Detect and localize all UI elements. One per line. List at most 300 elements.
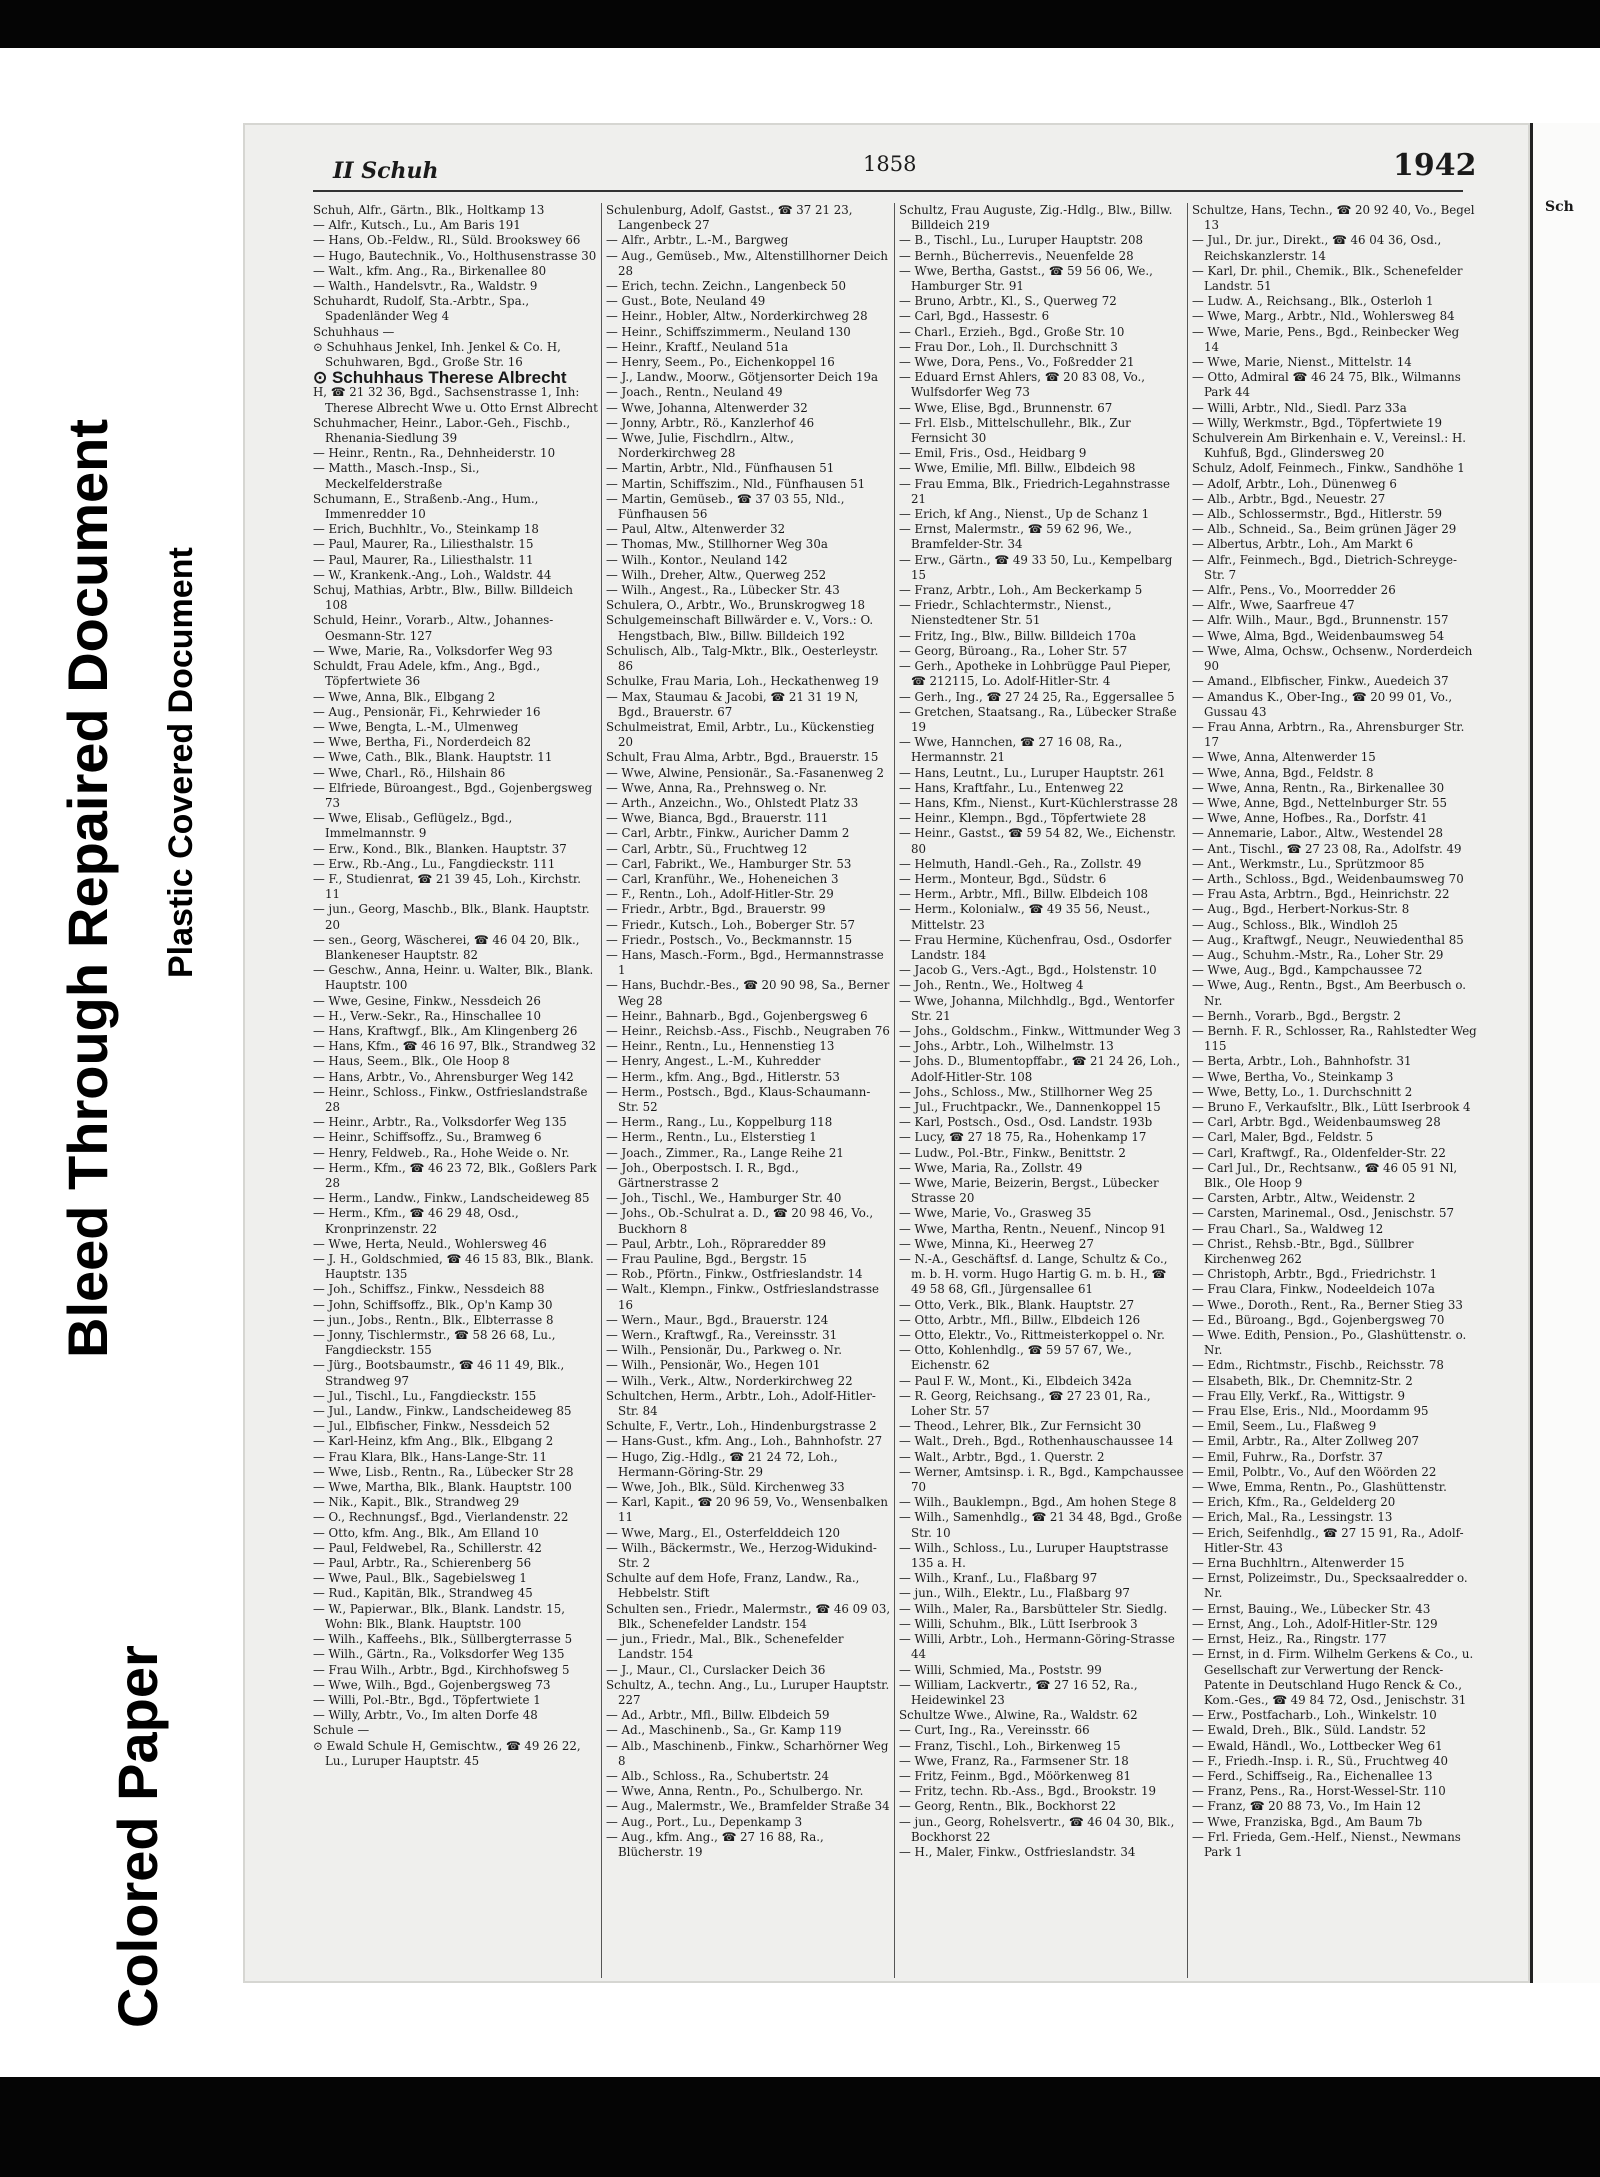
directory-entry: — Carl, Maler, Bgd., Feldstr. 5: [1192, 1130, 1374, 1145]
directory-entry: — Martin, Schiffszim., Nld., Fünfhausen 51: [606, 476, 866, 491]
directory-entry: — Erich, Kfm., Ra., Geldelderg 20: [1192, 1495, 1396, 1510]
directory-entry: — Wwe, Anna, Altenwerder 15: [1192, 750, 1376, 765]
directory-entry: — Aug., Bgd., Herbert-Norkus-Str. 8: [1192, 902, 1410, 917]
directory-entry: — Hans, Leutnt., Lu., Luruper Hauptstr. 261: [899, 765, 1166, 780]
directory-entry: — Wwe., Doroth., Rent., Ra., Berner Stieg 33: [1192, 1297, 1463, 1312]
directory-entry: — Ed., Büroang., Bgd., Gojenbergsweg 70: [1192, 1312, 1445, 1327]
directory-entry: — Franz, Pens., Ra., Horst-Wessel-Str. 110: [1192, 1784, 1446, 1799]
directory-entry: — Wilh., Verk., Altw., Norderkirchweg 22: [606, 1373, 853, 1388]
directory-entry: — Herm., Arbtr., Mfl., Billw. Elbdeich 108: [899, 887, 1149, 902]
directory-entry: Schumann, E., Straßenb.-Ang., Hum., Immenredder 10: [313, 491, 539, 522]
directory-entry: — Erw., Gärtn., ☎ 49 33 50, Lu., Kempelbarg 15: [899, 552, 1173, 582]
directory-entry: — Alfr., Pens., Vo., Moorredder 26: [1192, 583, 1396, 598]
directory-entry: — Wwe, Marg., El., Osterfelddeich 120: [606, 1525, 840, 1540]
column-divider: [1187, 203, 1188, 1978]
directory-entry: — Frl. Frieda, Gem.-Helf., Nienst., Newmans Park 1: [1192, 1829, 1461, 1859]
directory-entry: — N.-A., Geschäftsf. d. Lange, Schultz & Co., m. b. H. vorm. Hugo Hartig G. m. b. H., ☎ 49 58 68, Gfl., Jürgensallee 61: [899, 1252, 1168, 1297]
directory-entry: — Fritz, Feinm., Bgd., Möörkenweg 81: [899, 1768, 1131, 1783]
directory-entry: — Werner, Amtsinsp. i. R., Bgd., Kampchaussee 70: [899, 1464, 1184, 1495]
header-page-number: 1858: [863, 152, 917, 176]
directory-entry: — Frau Elly, Verkf., Ra., Wittigstr. 9: [1192, 1388, 1405, 1403]
directory-entry: — Aug., Pensionär, Fi., Kehrwieder 16: [313, 704, 541, 719]
directory-entry: — Carl, Bgd., Hassestr. 6: [899, 309, 1050, 324]
directory-entry: — Wwe, Maria, Ra., Zollstr. 49: [899, 1160, 1083, 1175]
directory-entry: — Johs. D., Blumentopffabr., ☎ 21 24 26, Loh., Adolf-Hitler-Str. 108: [899, 1054, 1181, 1084]
directory-entry: Schulmeistrat, Emil, Arbtr., Lu., Kückenstieg 20: [606, 719, 875, 750]
directory-entry: Schulte, F., Vertr., Loh., Hindenburgstrasse 2: [606, 1419, 877, 1434]
directory-entry: — J., Maur., Cl., Curslacker Deich 36: [606, 1662, 826, 1677]
directory-entry: — Alfr., Feinmech., Bgd., Dietrich-Schreyge-Str. 7: [1192, 552, 1457, 582]
directory-entry: — Wwe, Lisb., Rentn., Ra., Lübecker Str 28: [313, 1464, 574, 1479]
bleed-through-label: Bleed Through: [56, 962, 119, 1358]
directory-entry: — Ant., Werkmstr., Lu., Sprützmoor 85: [1192, 856, 1425, 871]
directory-entry: — Wwe, Anne, Bgd., Nettelnburger Str. 55: [1192, 795, 1447, 810]
directory-entry: — Wwe, Marie, Nienst., Mittelstr. 14: [1192, 355, 1412, 370]
directory-entry: Schultz, Frau Auguste, Zig.-Hdlg., Blw., Billw. Billdeich 219: [899, 203, 1173, 233]
directory-entry: — Gretchen, Staatsang., Ra., Lübecker Straße 19: [899, 704, 1177, 734]
directory-entry: — Alfr. Wilh., Maur., Bgd., Brunnenstr. 157: [1192, 613, 1449, 628]
directory-entry: Schulten sen., Friedr., Malermstr., ☎ 46 09 03, Blk., Schenefelder Landstr. 154: [606, 1601, 891, 1631]
directory-entry: — Heinr., Hobler, Altw., Norderkirchweg 28: [606, 309, 868, 324]
directory-entry: — Joach., Rentn., Neuland 49: [606, 385, 783, 400]
directory-entry: Schuldt, Frau Adele, kfm., Ang., Bgd., Töpfertwiete 36: [313, 659, 541, 689]
directory-entry: — Amand., Elbfischer, Finkw., Auedeich 37: [1192, 674, 1449, 689]
directory-entry: — Walt., kfm. Ang., Ra., Birkenallee 80: [313, 263, 547, 278]
directory-entry: — Wwe, Alwine, Pensionär., Sa.-Fasanenweg 2: [606, 765, 885, 780]
directory-entry: — Wwe, Dora, Pens., Vo., Foßredder 21: [899, 355, 1135, 370]
directory-column-3: [899, 203, 1184, 1978]
directory-entry: — Jürg., Bootsbaumstr., ☎ 46 11 49, Blk., Strandweg 97: [313, 1358, 565, 1388]
next-page-edge: [1530, 123, 1600, 1983]
directory-entry: — Gerh., Apotheke in Lohbrügge Paul Pieper, ☎ 212115, Lo. Adolf-Hitler-Str. 4: [899, 659, 1171, 689]
directory-entry: — Aug., Malermstr., We., Bramfelder Straße 34: [606, 1799, 890, 1814]
directory-entry: — Matth., Masch.-Insp., Si., Meckelfelderstraße: [313, 461, 480, 491]
plastic-covered-document-label: Plastic Covered Document: [162, 547, 200, 978]
directory-entry: Schulenburg, Adolf, Gastst., ☎ 37 21 23, Langenbeck 27: [606, 203, 853, 233]
directory-entry: — Adolf, Arbtr., Loh., Dünenweg 6: [1192, 476, 1397, 491]
directory-entry: — Ernst, Malermstr., ☎ 59 62 96, We., Bramfelder-Str. 34: [899, 522, 1132, 552]
directory-entry: — J., Landw., Moorw., Götjensorter Deich 19a: [606, 370, 879, 385]
directory-entry: — Ludw., Pol.-Btr., Finkw., Benittstr. 2: [899, 1145, 1126, 1160]
directory-entry: Schultze Wwe., Alwine, Ra., Waldstr. 62: [899, 1708, 1138, 1723]
directory-entry: — Frl. Elsb., Mittelschullehr., Blk., Zur Fernsicht 30: [899, 415, 1131, 446]
directory-entry: — Herm., Rentn., Lu., Elsterstieg 1: [606, 1130, 817, 1145]
directory-entry: — Hans, Kfm., ☎ 46 16 97, Blk., Strandweg 32: [313, 1039, 596, 1054]
column-divider: [601, 203, 602, 1978]
directory-entry: — Wwe, Marg., Arbtr., Nld., Wohlersweg 84: [1192, 309, 1455, 324]
directory-entry: — Wwe, Minna, Ki., Heerweg 27: [899, 1236, 1094, 1251]
directory-entry: — Wilh., Angest., Ra., Lübecker Str. 43: [606, 583, 840, 598]
directory-entry: — Eduard Ernst Ahlers, ☎ 20 83 08, Vo., Wulfsdorfer Weg 73: [899, 370, 1146, 400]
directory-entry: — Berta, Arbtr., Loh., Bahnhofstr. 31: [1192, 1054, 1412, 1069]
directory-entry: — Wern., Maur., Bgd., Brauerstr. 124: [606, 1312, 829, 1327]
directory-entry: — Carl, Arbtr., Finkw., Auricher Damm 2: [606, 826, 850, 841]
directory-entry: — Hans, Ob.-Feldw., Rl., Süld. Brookswey 66: [313, 233, 581, 248]
directory-entry: Schulverein Am Birkenhain e. V., Vereinsl.: H. Kuhfuß, Bgd., Glindersweg 20: [1192, 431, 1466, 461]
directory-entry: — Willi, Arbtr., Loh., Hermann-Göring-Strasse 44: [899, 1632, 1175, 1662]
directory-entry: — Walt., Arbtr., Bgd., 1. Querstr. 2: [899, 1449, 1105, 1464]
directory-entry: — Frau Clara, Finkw., Nodeeldeich 107a: [1192, 1282, 1435, 1297]
directory-entry: — Heinr., Bahnarb., Bgd., Gojenbergsweg 6: [606, 1008, 868, 1023]
directory-entry: — Erich, Seifenhdlg., ☎ 27 15 91, Ra., Adolf-Hitler-Str. 43: [1192, 1525, 1464, 1555]
directory-entry: — Wwe, Bengta, L.-M., Ulmenweg: [313, 719, 519, 734]
directory-entry: — Willi, Schmied, Ma., Poststr. 99: [899, 1662, 1102, 1677]
directory-entry: — Herm., kfm. Ang., Bgd., Hitlerstr. 53: [606, 1069, 840, 1084]
directory-entry: — J. H., Goldschmied, ☎ 46 15 83, Blk., Blank. Hauptstr. 135: [313, 1252, 594, 1282]
directory-entry: — Franz, ☎ 20 88 73, Vo., Im Hain 12: [1192, 1799, 1421, 1814]
directory-column-1: [313, 203, 598, 1978]
directory-entry: — Heinr., Rentn., Ra., Dehnheiderstr. 10: [313, 446, 556, 461]
directory-entry: — Ernst, Bauing., We., Lübecker Str. 43: [1192, 1601, 1431, 1616]
directory-entry: — Heinr., Schloss., Finkw., Ostfrieslandstraße 28: [313, 1084, 588, 1114]
directory-entry: — sen., Georg, Wäscherei, ☎ 46 04 20, Blk., Blankeneser Hauptstr. 82: [313, 932, 580, 962]
directory-entry: — Wilh., Pensionär, Du., Parkweg o. Nr.: [606, 1343, 842, 1358]
directory-entry: ⊙ Schuhhaus Jenkel, Inh. Jenkel & Co. H, Schuhwaren, Bgd., Große Str. 16: [313, 339, 561, 370]
directory-entry: — Alb., Schneid., Sa., Beim grünen Jäger 29: [1192, 522, 1457, 537]
directory-entry: — Wwe, Alma, Ochsw., Ochsenw., Norderdeich 90: [1192, 643, 1473, 674]
directory-entry: — Christ., Rehsb.-Btr., Bgd., Süllbrer Kirchenweg 262: [1192, 1236, 1414, 1267]
directory-entry: — Joh., Tischl., We., Hamburger Str. 40: [606, 1191, 842, 1206]
directory-entry: — Georg, Rentn., Blk., Bockhorst 22: [899, 1799, 1117, 1814]
directory-entry: Schuj, Mathias, Arbtr., Blw., Billw. Billdeich 108: [313, 583, 573, 613]
directory-entry: — Arth., Anzeichn., Wo., Ohlstedt Platz 33: [606, 795, 859, 810]
directory-entry: — Walth., Handelsvtr., Ra., Waldstr. 9: [313, 279, 538, 294]
directory-entry: — Amandus K., Ober-Ing., ☎ 20 99 01, Vo., Gussau 43: [1192, 689, 1453, 719]
directory-entry: — Otto, Admiral ☎ 46 24 75, Blk., Wilmanns Park 44: [1192, 370, 1461, 400]
directory-entry: — Wwe, Emilie, Mfl. Billw., Elbdeich 98: [899, 461, 1136, 476]
directory-entry: — Carsten, Arbtr., Altw., Weidenstr. 2: [1192, 1191, 1416, 1206]
directory-entry: — Hugo, Zig.-Hdlg., ☎ 21 24 72, Loh., Hermann-Göring-Str. 29: [606, 1449, 838, 1479]
directory-entry: — jun., Wilh., Elektr., Lu., Flaßbarg 97: [899, 1586, 1130, 1601]
directory-entry: — Wwe, Herta, Neuld., Wohlersweg 46: [313, 1236, 547, 1251]
directory-entry: — Otto, Arbtr., Mfl., Billw., Elbdeich 126: [899, 1312, 1141, 1327]
directory-entry: — Frau Asta, Arbtrn., Bgd., Heinrichstr. 22: [1192, 887, 1450, 902]
directory-entry: — Wwe, Anna, Rentn., Ra., Birkenallee 30: [1192, 780, 1445, 795]
directory-entry: H, ☎ 21 32 36, Bgd., Sachsenstrasse 1, Inh: Therese Albrecht Wwe u. Otto Ernst Albrecht: [313, 385, 598, 415]
directory-entry: — Wilh., Pensionär, Wo., Hegen 101: [606, 1358, 821, 1373]
annotation-labels: [0, 48, 230, 2078]
directory-entry: — Wilh., Gärtn., Ra., Volksdorfer Weg 135: [313, 1647, 565, 1662]
column-divider: [894, 203, 895, 1978]
directory-entry: — Franz, Arbtr., Loh., Am Beckerkamp 5: [899, 583, 1143, 598]
directory-entry: — Joh., Rentn., We., Holtweg 4: [899, 978, 1084, 993]
directory-entry: — Lucy, ☎ 27 18 75, Ra., Hohenkamp 17: [899, 1130, 1147, 1145]
directory-entry: — Wwe, Aug., Rentn., Bgst., Am Beerbusch o. Nr.: [1192, 978, 1467, 1008]
directory-entry: — Otto, kfm. Ang., Blk., Am Elland 10: [313, 1525, 539, 1540]
directory-entry: — Wwe, Joh., Blk., Süld. Kirchenweg 33: [606, 1480, 845, 1495]
directory-entry: — Ewald, Dreh., Blk., Süld. Landstr. 52: [1192, 1723, 1427, 1738]
directory-entry: — Wwe, Charl., Rö., Hilshain 86: [313, 765, 506, 780]
directory-entry: — jun., Georg, Maschb., Blk., Blank. Hauptstr. 20: [313, 902, 590, 932]
directory-entry: — Erich, Mal., Ra., Lessingstr. 13: [1192, 1510, 1393, 1525]
directory-entry: — Ewald, Händl., Wo., Lottbecker Weg 61: [1192, 1738, 1443, 1753]
directory-column-2: [606, 203, 891, 1978]
directory-entry: — Wern., Kraftwgf., Ra., Vereinsstr. 31: [606, 1328, 838, 1343]
directory-entry: — Hans, Arbtr., Vo., Ahrensburger Weg 142: [313, 1069, 574, 1084]
directory-entry: Schuld, Heinr., Vorarb., Altw., Johannes-Oesmann-Str. 127: [313, 613, 554, 643]
directory-entry: — Paul, Feldwebel, Ra., Schillerstr. 42: [313, 1540, 542, 1555]
directory-entry: — Jul., Elbfischer, Finkw., Nessdeich 52: [313, 1419, 551, 1434]
directory-entry: — Albertus, Arbtr., Loh., Am Markt 6: [1192, 537, 1414, 552]
directory-entry: — Otto, Elektr., Vo., Rittmeisterkoppel o. Nr.: [899, 1328, 1165, 1343]
directory-entry: — Wilh., Kontor., Neuland 142: [606, 552, 788, 567]
directory-entry: — jun., Georg, Rohelsvertr., ☎ 46 04 30, Blk., Bockhorst 22: [899, 1814, 1175, 1844]
directory-entry: — Friedr., Schlachtermstr., Nienst., Nienstedtener Str. 51: [899, 598, 1112, 628]
directory-entry: — Carl, Fabrikt., We., Hamburger Str. 53: [606, 856, 852, 871]
directory-entry: — Emil, Polbtr., Vo., Auf den Wöörden 22: [1192, 1464, 1437, 1479]
directory-entry: — Otto, Verk., Blk., Blank. Hauptstr. 27: [899, 1297, 1135, 1312]
directory-entry: — Georg, Büroang., Ra., Loher Str. 57: [899, 643, 1128, 658]
directory-entry: — Wwe, Emma, Rentn., Po., Glashüttenstr.: [1192, 1480, 1447, 1495]
directory-entry: — Thomas, Mw., Stillhorner Weg 30a: [606, 537, 828, 552]
directory-entry: — Erw., Postfacharb., Loh., Winkelstr. 10: [1192, 1708, 1437, 1723]
directory-entry: — Hans, Masch.-Form., Bgd., Hermannstrasse 1: [606, 947, 884, 978]
directory-entry: — Wwe, Alma, Bgd., Weidenbaumsweg 54: [1192, 628, 1445, 643]
directory-entry: — Paul, Maurer, Ra., Liliesthalstr. 15: [313, 537, 534, 552]
directory-entry: — Aug., Schuhm.-Mstr., Ra., Loher Str. 29: [1192, 947, 1444, 962]
header-section-title: II Schuh: [333, 158, 439, 184]
directory-entry: — Geschw., Anna, Heinr. u. Walter, Blk., Blank. Hauptstr. 100: [313, 963, 594, 993]
directory-entry: — Otto, Kohlenhdlg., ☎ 59 57 67, We., Eichenstr. 62: [899, 1343, 1132, 1373]
directory-entry: — Hugo, Bautechnik., Vo., Holthusenstrasse 30: [313, 248, 597, 263]
directory-entry: — Bruno, Arbtr., Kl., S., Querweg 72: [899, 294, 1117, 309]
directory-entry: Schuhhaus —: [313, 324, 395, 339]
directory-entry: — Emil, Seem., Lu., Flaßweg 9: [1192, 1419, 1377, 1434]
directory-entry: ⊙ Ewald Schule H, Gemischtw., ☎ 49 26 22, Lu., Luruper Hauptstr. 45: [313, 1738, 581, 1768]
directory-entry: — Jul., Fruchtpackr., We., Dannenkoppel 15: [899, 1099, 1161, 1114]
directory-entry: — Wwe, Martha, Blk., Blank. Hauptstr. 100: [313, 1480, 572, 1495]
colored-paper-label: Colored Paper: [106, 1645, 169, 2028]
directory-entry: — Rud., Kapitän, Blk., Strandweg 45: [313, 1586, 533, 1601]
directory-entry: — Ernst, in d. Firm. Wilhelm Gerkens & Co., u. Gesellschaft zur Verwertung der Renck-Patente in Deutschland Hugo Renck & Co., Kom.-Ges., ☎ 49 84 72, Osd., Jenischstr. 31: [1192, 1647, 1474, 1707]
directory-entry: — Elsabeth, Blk., Dr. Chemnitz-Str. 2: [1192, 1373, 1413, 1388]
directory-entry: — Wilh., Schloss., Lu., Luruper Hauptstrasse 135 a. H.: [899, 1540, 1169, 1571]
directory-entry: — Jul., Tischl., Lu., Fangdieckstr. 155: [313, 1388, 537, 1403]
directory-entry: — Carl, Kranführ., We., Hoheneichen 3: [606, 871, 839, 886]
directory-entry: — Wwe, Paul., Blk., Sagebielsweg 1: [313, 1571, 527, 1586]
directory-entry: — Wwe, Hannchen, ☎ 27 16 08, Ra., Hermannstr. 21: [899, 735, 1123, 765]
directory-entry: — Elfriede, Büroangest., Bgd., Gojenbergsweg 73: [313, 780, 593, 810]
directory-entry: — Max, Staumau & Jacobi, ☎ 21 31 19 N, Bgd., Brauerstr. 67: [606, 689, 859, 719]
directory-entry: — Henry, Feldweb., Ra., Hohe Weide o. Nr.: [313, 1145, 570, 1160]
directory-entry: — Heinr., Klempn., Bgd., Töpfertwiete 28: [899, 811, 1147, 826]
directory-entry: — Fritz, techn. Rb.-Ass., Bgd., Brookstr. 19: [899, 1784, 1157, 1799]
directory-entry: — Wwe, Cath., Blk., Blank. Hauptstr. 11: [313, 750, 553, 765]
directory-entry: Schulke, Frau Maria, Loh., Heckathenweg 19: [606, 674, 879, 689]
directory-entry: — Aug., Gemüseb., Mw., Altenstillhorner Deich 28: [606, 248, 888, 278]
directory-entry: Schuh, Alfr., Gärtn., Blk., Holtkamp 13: [313, 203, 545, 217]
directory-entry: — O., Rechnungsf., Bgd., Vierlandenstr. 22: [313, 1510, 569, 1525]
directory-entry: — Paul F. W., Mont., Ki., Elbdeich 342a: [899, 1373, 1132, 1388]
directory-entry: Schuhmacher, Heinr., Labor.-Geh., Fischb., Rhenania-Siedlung 39: [313, 415, 571, 446]
directory-entry: — Heinr., Gastst., ☎ 59 54 82, We., Eichenstr. 80: [899, 826, 1177, 856]
directory-entry: — Herm., Kfm., ☎ 46 23 72, Blk., Goßlers Park 28: [313, 1160, 597, 1190]
directory-entry: — Wilh., Kranf., Lu., Flaßbarg 97: [899, 1571, 1098, 1586]
directory-entry: — Curt, Ing., Ra., Vereinsstr. 66: [899, 1723, 1090, 1738]
directory-entry: — Johs., Schloss., Mw., Stillhorner Weg 25: [899, 1084, 1153, 1099]
directory-entry: Schulgemeinschaft Billwärder e. V., Vors.: O. Hengstbach, Blw., Billw. Billdeich 192: [606, 613, 874, 643]
directory-entry: — Erich, techn. Zeichn., Langenbeck 50: [606, 279, 846, 294]
directory-entry: — Wilh., Kaffeehs., Blk., Süllbergterrasse 5: [313, 1632, 573, 1647]
directory-entry: — Erna Buchhltrn., Altenwerder 15: [1192, 1556, 1405, 1571]
directory-entry: — Arth., Schloss., Bgd., Weidenbaumsweg 70: [1192, 871, 1464, 886]
directory-entry: — F., Friedh.-Insp. i. R., Sü., Fruchtweg 40: [1192, 1753, 1449, 1768]
directory-entry: — Wwe, Wilh., Bgd., Gojenbergsweg 73: [313, 1677, 551, 1692]
directory-entry: — Erich, Buchhltr., Vo., Steinkamp 18: [313, 522, 539, 537]
directory-entry: — Wilh., Maler, Ra., Barsbütteler Str. Siedlg.: [899, 1601, 1168, 1616]
directory-entry: — Wwe, Marie, Beizerin, Bergst., Lübecker Strasse 20: [899, 1176, 1159, 1206]
directory-entry: — Jonny, Arbtr., Rö., Kanzlerhof 46: [606, 415, 815, 430]
directory-entry: — Heinr., Rentn., Lu., Hennenstieg 13: [606, 1039, 835, 1054]
directory-entry: — Jonny, Tischlermstr., ☎ 58 26 68, Lu., Fangdieckstr. 155: [313, 1328, 556, 1358]
directory-entry: — Herm., Rang., Lu., Koppelburg 118: [606, 1115, 833, 1130]
directory-entry: — Gust., Bote, Neuland 49: [606, 294, 766, 309]
directory-entry: — Emil, Fris., Osd., Heidbarg 9: [899, 446, 1087, 461]
directory-entry: — Bernh., Vorarb., Bgd., Bergstr. 2: [1192, 1008, 1401, 1023]
directory-entry: — Emil, Fuhrw., Ra., Dorfstr. 37: [1192, 1449, 1384, 1464]
directory-entry: — Karl, Postsch., Osd., Osd. Landstr. 193b: [899, 1115, 1153, 1130]
directory-entry: — Wwe, Franziska, Bgd., Am Baum 7b: [1192, 1814, 1423, 1829]
directory-entry: — jun., Friedr., Mal., Blk., Schenefelder Landstr. 154: [606, 1632, 844, 1662]
directory-entry: — Wwe, Johanna, Milchhdlg., Bgd., Wentorfer Str. 21: [899, 993, 1175, 1023]
directory-entry: — Hans-Gust., kfm. Ang., Loh., Bahnhofstr. 27: [606, 1434, 883, 1449]
directory-entry: — Wwe, Johanna, Altenwerder 32: [606, 400, 808, 415]
directory-entry: — Aug., kfm. Ang., ☎ 27 16 88, Ra., Blücherstr. 19: [606, 1829, 824, 1859]
directory-entry: — Haus, Seem., Blk., Ole Hoop 8: [313, 1054, 510, 1069]
directory-entry: — Henry, Seem., Po., Eichenkoppel 16: [606, 355, 835, 370]
directory-entry: — Walt., Klempn., Finkw., Ostfrieslandstrasse 16: [606, 1282, 880, 1312]
directory-entry: — Carsten, Marinemal., Osd., Jenischstr. 57: [1192, 1206, 1454, 1221]
repaired-document-label: Repaired Document: [56, 419, 119, 948]
directory-entry: — Karl, Kapit., ☎ 20 96 59, Vo., Wensenbalken 11: [606, 1495, 888, 1525]
directory-entry: — Martin, Gemüseb., ☎ 37 03 55, Nld., Fünfhausen 56: [606, 491, 845, 522]
directory-entry: — Frau Emma, Blk., Friedrich-Legahnstrasse 21: [899, 476, 1170, 506]
directory-entry: — Bernh. F. R., Schlosser, Ra., Rahlstedter Weg 115: [1192, 1023, 1477, 1054]
directory-entry: — H., Maler, Finkw., Ostfrieslandstr. 34: [899, 1844, 1136, 1859]
directory-entry: — Friedr., Kutsch., Loh., Boberger Str. 57: [606, 917, 855, 932]
directory-entry: — Heinr., Reichsb.-Ass., Fischb., Neugraben 76: [606, 1023, 890, 1038]
header-year: 1942: [1393, 148, 1477, 183]
directory-entry: — Hans, Kraftfahr., Lu., Entenweg 22: [899, 780, 1124, 795]
directory-entry: — Wwe, Bertha, Fi., Norderdeich 82: [313, 735, 532, 750]
directory-entry: — Carl, Arbtr. Bgd., Weidenbaumsweg 28: [1192, 1115, 1441, 1130]
directory-entry: — Heinr., Schiffszimmerm., Neuland 130: [606, 324, 851, 339]
directory-entry: — Hans, Kfm., Nienst., Kurt-Küchlerstrasse 28: [899, 795, 1178, 810]
directory-entry: — Erw., Kond., Blk., Blanken. Hauptstr. 37: [313, 841, 567, 856]
directory-entry: Schult, Frau Alma, Arbtr., Bgd., Brauerstr. 15: [606, 750, 879, 765]
directory-entry: — W., Krankenk.-Ang., Loh., Waldstr. 44: [313, 567, 552, 582]
directory-entry: — Jul., Dr. jur., Direkt., ☎ 46 04 36, Osd., Reichskanzlerstr. 14: [1192, 233, 1442, 263]
directory-entry: — Wilh., Dreher, Altw., Querweg 252: [606, 567, 827, 582]
directory-entry: — Alb., Maschinenb., Finkw., Scharhörner Weg 8: [606, 1738, 889, 1768]
directory-entry: — Frau Charl., Sa., Waldweg 12: [1192, 1221, 1384, 1236]
directory-entry: — Paul, Arbtr., Ra., Schierenberg 56: [313, 1556, 532, 1571]
directory-entry: — Ludw. A., Reichsang., Blk., Osterloh 1: [1192, 294, 1434, 309]
directory-entry: Schultze, Hans, Techn., ☎ 20 92 40, Vo., Begel 13: [1192, 203, 1475, 233]
directory-entry: Schulz, Adolf, Feinmech., Finkw., Sandhöhe 1: [1192, 461, 1465, 476]
directory-entry: — Walt., Dreh., Bgd., Rothenhauschaussee 14: [899, 1434, 1174, 1449]
directory-entry: — Erich, kf Ang., Nienst., Up de Schanz 1: [899, 507, 1150, 522]
directory-entry: — Joach., Zimmer., Ra., Lange Reihe 21: [606, 1145, 844, 1160]
directory-entry: — Joh., Oberpostsch. I. R., Bgd., Gärtnerstrasse 2: [606, 1160, 799, 1190]
directory-entry: — Frau Hermine, Küchenfrau, Osd., Osdorfer Landstr. 184: [899, 932, 1172, 962]
directory-entry: — Wilh., Samenhdlg., ☎ 21 34 48, Bgd., Große Str. 10: [899, 1510, 1182, 1540]
directory-entry: — Ad., Maschinenb., Sa., Gr. Kamp 119: [606, 1723, 842, 1738]
directory-entry: ⊙ Schuhhaus Therese Albrecht: [313, 368, 567, 388]
directory-entry: — Frau Anna, Arbtrn., Ra., Ahrensburger Str. 17: [1192, 719, 1465, 750]
directory-entry: — Wwe, Anna, Bgd., Feldstr. 8: [1192, 765, 1374, 780]
directory-entry: — Wwe. Edith, Pension., Po., Glashüttenstr. o. Nr.: [1192, 1328, 1467, 1358]
directory-entry: — Nik., Kapit., Blk., Strandweg 29: [313, 1495, 520, 1510]
directory-entry: — Aug., Port., Lu., Depenkamp 3: [606, 1814, 803, 1829]
directory-entry: — Wwe, Bertha, Vo., Steinkamp 3: [1192, 1069, 1394, 1084]
directory-entry: — Wwe, Franz, Ra., Farmsener Str. 18: [899, 1753, 1129, 1768]
directory-entry: — R. Georg, Reichsang., ☎ 27 23 01, Ra., Loher Str. 57: [899, 1388, 1151, 1419]
directory-entry: — Herm., Landw., Finkw., Landscheideweg 85: [313, 1191, 590, 1206]
directory-entry: — Carl Jul., Dr., Rechtsanw., ☎ 46 05 91 Nl, Blk., Ole Hoop 9: [1192, 1160, 1458, 1190]
directory-entry: — Wwe, Betty, Lo., 1. Durchschnitt 2: [1192, 1084, 1413, 1099]
directory-entry: — Ernst, Polizeimstr., Du., Specksaalredder o. Nr.: [1192, 1571, 1468, 1601]
directory-entry: — Wwe, Bianca, Bgd., Brauerstr. 111: [606, 811, 829, 826]
directory-entry: — Willi, Arbtr., Nld., Siedl. Parz 33a: [1192, 400, 1407, 415]
directory-entry: — Heinr., Kraftf., Neuland 51a: [606, 339, 789, 354]
directory-entry: — Ernst, Ang., Loh., Adolf-Hitler-Str. 129: [1192, 1616, 1438, 1631]
directory-entry: — Joh., Schiffsz., Finkw., Nessdeich 88: [313, 1282, 545, 1297]
directory-entry: Schulisch, Alb., Talg-Mktr., Blk., Oesterleystr. 86: [606, 643, 879, 674]
directory-entry: Schultchen, Herm., Arbtr., Loh., Adolf-Hitler-Str. 84: [606, 1388, 876, 1419]
directory-entry: Schulera, O., Arbtr., Wo., Brunskrogweg 18: [606, 598, 865, 613]
directory-entry: — Alb., Schloss., Ra., Schubertstr. 24: [606, 1768, 830, 1783]
directory-page: [243, 123, 1530, 1983]
directory-entry: — F., Rentn., Loh., Adolf-Hitler-Str. 29: [606, 887, 834, 902]
directory-entry: — Paul, Maurer, Ra., Liliesthalstr. 11: [313, 552, 534, 567]
directory-entry: — Wwe, Marie, Ra., Volksdorfer Weg 93: [313, 643, 553, 658]
directory-entry: — Aug., Schloss., Blk., Windloh 25: [1192, 917, 1398, 932]
directory-entry: — Frau Klara, Blk., Hans-Lange-Str. 11: [313, 1449, 548, 1464]
directory-entry: — B., Tischl., Lu., Luruper Hauptstr. 208: [899, 233, 1144, 248]
directory-entry: — Frau Else, Eris., Nld., Moordamm 95: [1192, 1404, 1429, 1419]
directory-entry: — Willi, Pol.-Btr., Bgd., Töpfertwiete 1: [313, 1692, 541, 1707]
directory-entry: — Alfr., Kutsch., Lu., Am Baris 191: [313, 218, 521, 233]
directory-entry: — Wwe, Elisab., Geflügelz., Bgd., Immelmannstr. 9: [313, 811, 513, 841]
directory-entry: — Alfr., Arbtr., L.-M., Bargweg: [606, 233, 789, 248]
directory-entry: — Johs., Goldschm., Finkw., Wittmunder Weg 3: [899, 1023, 1181, 1038]
directory-entry: — Bruno F., Verkaufsltr., Blk., Lütt Iserbrook 4: [1192, 1099, 1471, 1114]
directory-entry: — jun., Jobs., Rentn., Blk., Elbterrasse 8: [313, 1312, 554, 1327]
directory-entry: — Carl, Kraftwgf., Ra., Oldenfelder-Str. 22: [1192, 1145, 1446, 1160]
directory-entry: — Wwe, Marie, Pens., Bgd., Reinbecker Weg 14: [1192, 324, 1460, 354]
directory-entry: — Henry, Angest., L.-M., Kuhredder: [606, 1054, 821, 1069]
directory-entry: — Ad., Arbtr., Mfl., Billw. Elbdeich 59: [606, 1708, 830, 1723]
directory-entry: — Hans, Buchdr.-Bes., ☎ 20 90 98, Sa., Berner Weg 28: [606, 978, 890, 1008]
directory-entry: — Hans, Kraftwgf., Blk., Am Klingenberg 26: [313, 1023, 578, 1038]
directory-entry: — Wwe, Marie, Vo., Grasweg 35: [899, 1206, 1092, 1221]
directory-entry: — Rob., Pförtn., Finkw., Ostfrieslandstr. 14: [606, 1267, 863, 1282]
directory-entry: — Wwe, Anna, Blk., Elbgang 2: [313, 689, 496, 704]
directory-entry: — Wwe, Gesine, Finkw., Nessdeich 26: [313, 993, 541, 1008]
scan-top-border: [0, 0, 1600, 48]
directory-entry: — Wilh., Bauklempn., Bgd., Am hohen Stege 8: [899, 1495, 1177, 1510]
header-divider: [313, 190, 1463, 192]
directory-entry: — Herm., Postsch., Bgd., Klaus-Schaumann-Str. 52: [606, 1084, 871, 1114]
directory-entry: Schule —: [313, 1723, 370, 1738]
directory-entry: — Christoph, Arbtr., Bgd., Friedrichstr. 1: [1192, 1267, 1438, 1282]
directory-entry: — Wwe, Julie, Fischdlrn., Altw., Norderkirchweg 28: [606, 431, 794, 461]
scan-bottom-border: [0, 2077, 1600, 2177]
directory-entry: — Aug., Kraftwgf., Neugr., Neuwiedenthal 85: [1192, 932, 1464, 947]
directory-entry: — Frau Pauline, Bgd., Bergstr. 15: [606, 1252, 807, 1267]
directory-entry: — W., Papierwar., Blk., Blank. Landstr. 15, Wohn: Blk., Blank. Hauptstr. 100: [313, 1601, 565, 1631]
